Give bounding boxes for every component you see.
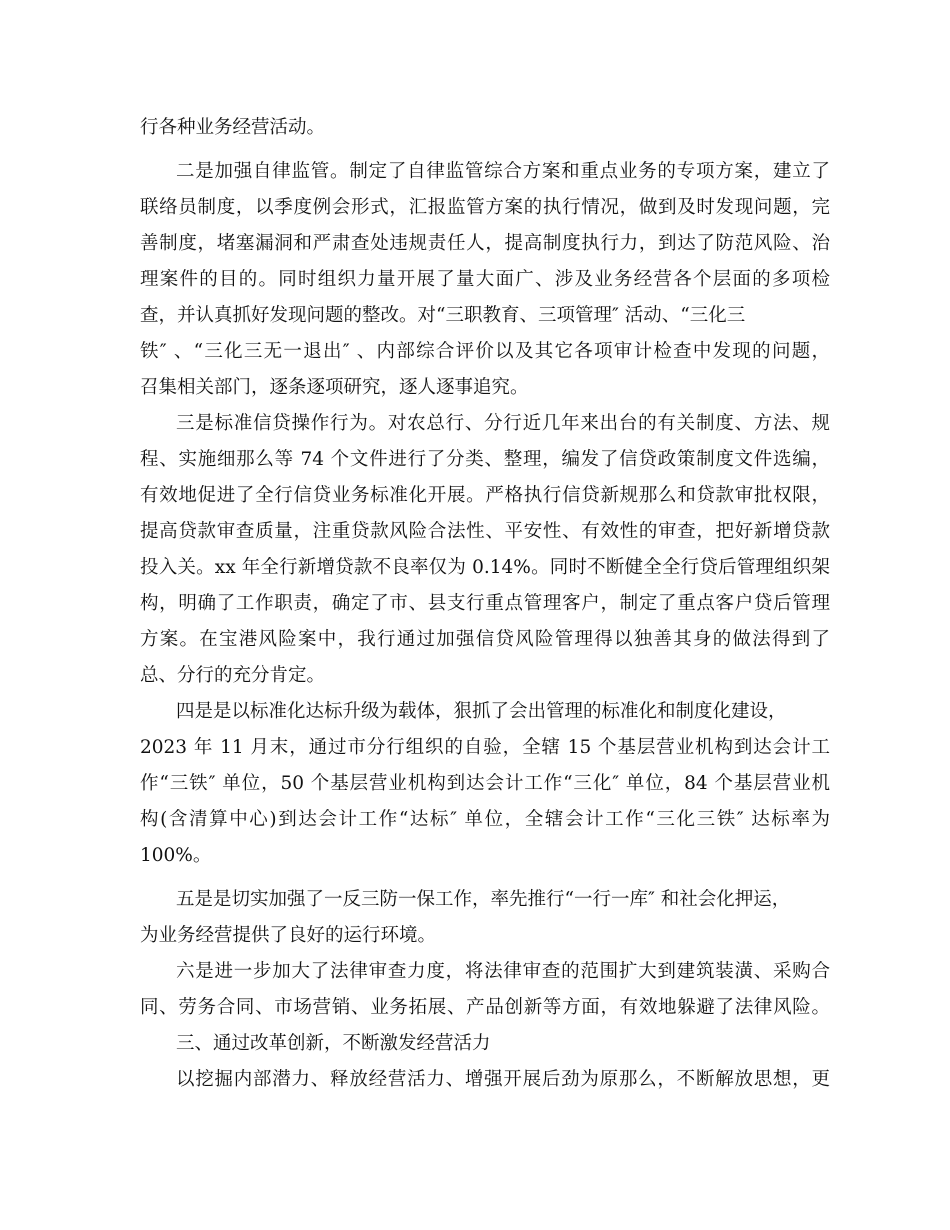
text-line: 提高贷款审查质量，注重贷款风险合法性、平安性、有效性的审查，把好新增贷款 — [140, 521, 830, 542]
text-line: 以挖掘内部潜力、释放经营活力、增强开展后劲为原那么，不断解放思想，更 — [176, 1069, 830, 1090]
text-line: 理案件的目的。同时组织力量开展了量大面广、涉及业务经营各个层面的多项检 — [140, 269, 830, 290]
section-heading: 三、通过改革创新，不断激发经营活力 — [176, 1033, 491, 1054]
text-line: 查，并认真抓好发现问题的整改。对“三职教育、三项管理″ 活动、“三化三 — [140, 305, 746, 326]
text-line: 二是加强自律监管。制定了自律监管综合方案和重点业务的专项方案，建立了 — [176, 161, 830, 182]
text-line: 六是进一步加大了法律审查力度，将法律审查的范围扩大到建筑装潢、采购合 — [176, 961, 830, 982]
text-line: 有效地促进了全行信贷业务标准化开展。严格执行信贷新规那么和贷款审批权限， — [140, 485, 830, 506]
text-line: 100%。 — [140, 845, 212, 866]
text-line: 铁″ 、“三化三无一退出″ 、内部综合评价以及其它各项审计检查中发现的问题， — [140, 341, 830, 362]
text-line: 构，明确了工作职责，确定了市、县支行重点管理客户，制定了重点客户贷后管理 — [140, 593, 830, 614]
text-line: 构(含清算中心)到达会计工作“达标″ 单位，全辖会计工作“三化三铁″ 达标率为 — [140, 809, 830, 830]
text-line: 总、分行的充分肯定。 — [140, 665, 326, 686]
text-line: 2023 年 11 月末，通过市分行组织的自验，全辖 15 个基层营业机构到达会计工 — [140, 737, 830, 758]
text-line: 四是是以标准化达标升级为载体，狠抓了会出管理的标准化和制度化建设， — [176, 701, 787, 722]
text-line: 投入关。xx 年全行新增贷款不良率仅为 0.14%。同时不断健全全行贷后管理组织架 — [140, 557, 830, 578]
text-line: 联络员制度，以季度例会形式，汇报监管方案的执行情况，做到及时发现问题，完 — [140, 197, 830, 218]
text-line: 五是是切实加强了一反三防一保工作，率先推行“一行一库″ 和社会化押运， — [176, 889, 791, 910]
text-line: 行各种业务经营活动。 — [140, 117, 326, 138]
text-line: 三是标准信贷操作行为。对农总行、分行近几年来出台的有关制度、方法、规 — [176, 413, 830, 434]
text-line: 作“三铁″ 单位，50 个基层营业机构到达会计工作“三化″ 单位，84 个基层营业机 — [140, 773, 830, 794]
text-line: 善制度，堵塞漏洞和严肃查处违规责任人，提高制度执行力，到达了防范风险、治 — [140, 233, 830, 254]
text-line: 召集相关部门，逐条逐项研究，逐人逐事追究。 — [140, 377, 529, 398]
text-line: 同、劳务合同、市场营销、业务拓展、产品创新等方面，有效地躲避了法律风险。 — [140, 997, 830, 1018]
text-line: 方案。在宝港风险案中，我行通过加强信贷风险管理得以独善其身的做法得到了 — [140, 629, 830, 650]
text-line: 程、实施细那么等 74 个文件进行了分类、整理，编发了信贷政策制度文件选编， — [140, 449, 830, 470]
text-line: 为业务经营提供了良好的运行环境。 — [140, 925, 437, 946]
